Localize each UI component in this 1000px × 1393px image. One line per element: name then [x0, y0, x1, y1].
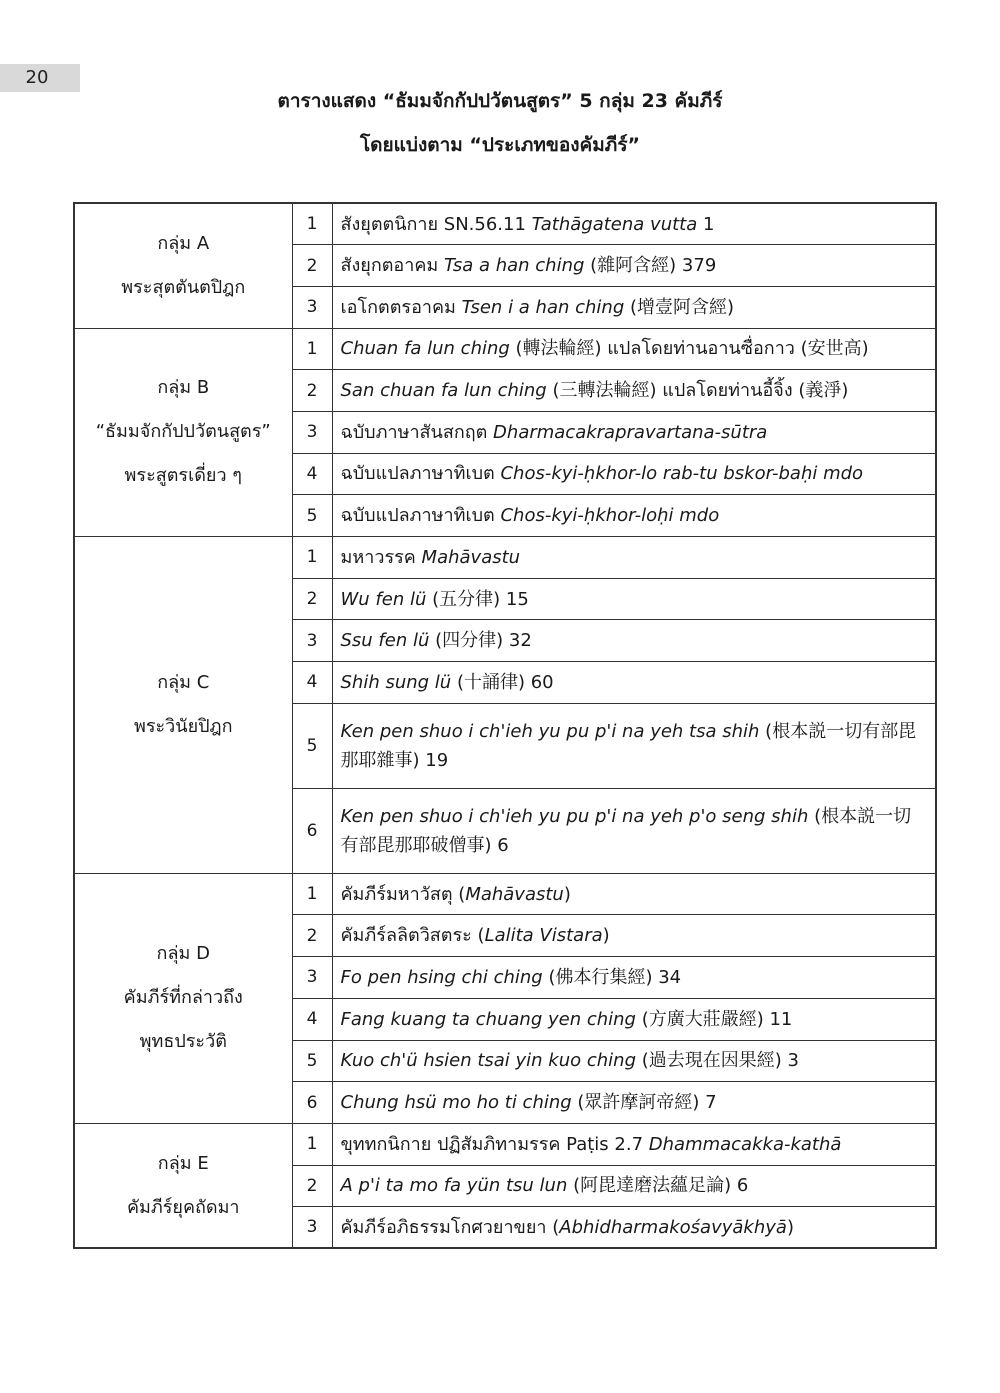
title-text: (轉法輪經) แปลโดยท่านอานซื่อกาว (安世高): [509, 338, 869, 360]
table-row: [74, 537, 936, 579]
romanized-title: Chos-kyi-ḥkhor-lo rab-tu bskor-baḥi mdo: [500, 463, 864, 485]
romanized-title: Tathāgatena vutta: [531, 213, 698, 235]
scripture-title: [332, 328, 936, 370]
row-number: 1: [292, 328, 332, 370]
romanized-title: Dharmacakrapravartana-sūtra: [493, 421, 768, 443]
title-text: คัมภีร์ลลิตวิสตระ (: [340, 925, 485, 947]
title-text: (佛本行集經) 34: [542, 966, 682, 988]
scripture-title: [332, 788, 936, 873]
romanized-title: Fo pen hsing chi ching: [340, 966, 543, 988]
scripture-title: [332, 957, 936, 999]
title-text: เอโกตตรอาคม: [340, 296, 462, 318]
romanized-title: Chuan fa lun ching: [340, 338, 510, 360]
table-row: [74, 203, 936, 245]
title-text: ฉบับแปลภาษาทิเบต: [340, 505, 501, 527]
table-row: [74, 873, 936, 915]
group-description: “ธัมมจักกัปปวัตนสูตร”: [95, 421, 271, 443]
row-number: 5: [292, 1040, 332, 1082]
title-text: 1: [697, 213, 715, 235]
group-cell: [74, 873, 292, 1123]
title-text: คัมภีร์อภิธรรมโกศวยาขยา (: [340, 1216, 560, 1238]
title-text: สังยุกตอาคม: [340, 255, 444, 277]
title-text: ): [563, 883, 571, 905]
title-text: ): [786, 1216, 794, 1238]
scripture-title: [332, 203, 936, 245]
scripture-title: [332, 453, 936, 495]
title-text: (根本説一切有部毘那耶雜事) 19: [340, 720, 917, 771]
scripture-title: [332, 1123, 936, 1165]
title-text: มหาวรรค: [340, 546, 422, 568]
group-description: คัมภีร์ยุคถัดมา: [126, 1196, 240, 1218]
scripture-table: [73, 202, 937, 1249]
scripture-title: [332, 495, 936, 537]
romanized-title: Chos-kyi-ḥkhor-loḥi mdo: [500, 505, 720, 527]
row-number: 4: [292, 453, 332, 495]
row-number: 4: [292, 662, 332, 704]
group-label: กลุ่ม C: [157, 671, 210, 693]
romanized-title: A p'i ta mo fa yün tsu lun: [340, 1175, 568, 1197]
romanized-title: Ken pen shuo i ch'ieh yu pu p'i na yeh tsa shih: [340, 720, 760, 742]
title-text: (五分律) 15: [426, 588, 529, 610]
title-text: ฉบับภาษาสันสกฤต: [340, 421, 494, 443]
scripture-title: [332, 578, 936, 620]
page-number: 20: [0, 64, 80, 92]
row-number: 2: [292, 1165, 332, 1207]
scripture-title: [332, 998, 936, 1040]
romanized-title: Lalita Vistara: [484, 925, 603, 947]
scripture-title: [332, 915, 936, 957]
romanized-title: Ssu fen lü: [340, 630, 430, 652]
row-number: 4: [292, 998, 332, 1040]
row-number: 3: [292, 411, 332, 453]
scripture-title: [332, 873, 936, 915]
group-description: พุทธประวัติ: [139, 1031, 227, 1053]
romanized-title: Chung hsü mo ho ti ching: [340, 1092, 572, 1114]
title-text: (根本説一切有部毘那耶破僧事) 6: [340, 805, 912, 856]
group-description: พระวินัยปิฎก: [133, 715, 233, 737]
scripture-title: [332, 1082, 936, 1124]
scripture-title: [332, 286, 936, 328]
romanized-title: Mahāvastu: [421, 546, 521, 568]
romanized-title: Tsa a han ching: [443, 255, 585, 277]
row-number: 3: [292, 620, 332, 662]
group-cell: [74, 328, 292, 536]
romanized-title: Dhammacakka-kathā: [648, 1133, 842, 1155]
romanized-title: Kuo ch'ü hsien tsai yin kuo ching: [340, 1050, 637, 1072]
table-row: [74, 328, 936, 370]
title-text: ฉบับแปลภาษาทิเบต: [340, 463, 501, 485]
group-label: กลุ่ม A: [157, 232, 210, 254]
page-subtitle: โดยแบ่งตาม “ประเภทของคัมภีร์”: [359, 134, 641, 156]
group-label: กลุ่ม D: [156, 943, 210, 965]
scripture-title: [332, 703, 936, 788]
title-text: คัมภีร์มหาวัสตุ (: [340, 883, 466, 905]
group-label: กลุ่ม E: [157, 1152, 209, 1174]
row-number: 1: [292, 873, 332, 915]
group-cell: [74, 203, 292, 328]
romanized-title: Tsen i a han ching: [461, 296, 625, 318]
row-number: 1: [292, 537, 332, 579]
group-description: คัมภีร์ที่กล่าวถึง: [123, 987, 243, 1009]
row-number: 3: [292, 957, 332, 999]
title-text: ): [602, 925, 610, 947]
row-number: 1: [292, 1123, 332, 1165]
group-description: พระสุตตันตปิฎก: [121, 276, 246, 298]
table-row: [74, 1123, 936, 1165]
row-number: 6: [292, 788, 332, 873]
scripture-title: [332, 662, 936, 704]
title-text: (四分律) 32: [429, 630, 532, 652]
title-text: ขุททกนิกาย ปฏิสัมภิทามรรค Paṭis 2.7: [340, 1133, 649, 1155]
scripture-table-body: [74, 203, 936, 1248]
group-description: พระสูตรเดี่ยว ๆ: [124, 465, 242, 487]
page-title: ตารางแสดง “ธัมมจักกัปปวัตนสูตร” 5 กลุ่ม 23 คัมภีร์: [277, 90, 723, 112]
title-text: สังยุตตนิกาย SN.56.11: [340, 213, 532, 235]
scripture-title: [332, 245, 936, 287]
row-number: 3: [292, 286, 332, 328]
romanized-title: Wu fen lü: [340, 588, 427, 610]
scripture-title: [332, 1040, 936, 1082]
title-text: (三轉法輪經) แปลโดยท่านอี้จิ้ง (義淨): [546, 380, 849, 402]
title-text: (雜阿含經) 379: [584, 255, 717, 277]
row-number: 6: [292, 1082, 332, 1124]
row-number: 3: [292, 1207, 332, 1249]
group-cell: [74, 1123, 292, 1248]
title-text: (阿毘達磨法蘊足論) 6: [567, 1175, 749, 1197]
title-text: (眾許摩訶帝經) 7: [571, 1092, 717, 1114]
row-number: 5: [292, 703, 332, 788]
scripture-title: [332, 620, 936, 662]
romanized-title: San chuan fa lun ching: [340, 380, 547, 402]
romanized-title: Fang kuang ta chuang yen ching: [340, 1008, 636, 1030]
scripture-title: [332, 370, 936, 412]
row-number: 5: [292, 495, 332, 537]
title-text: (過去現在因果經) 3: [636, 1050, 799, 1072]
title-text: (十誦律) 60: [451, 671, 554, 693]
row-number: 2: [292, 915, 332, 957]
scripture-title: [332, 1165, 936, 1207]
row-number: 2: [292, 370, 332, 412]
romanized-title: Ken pen shuo i ch'ieh yu pu p'i na yeh p'o seng shih: [340, 805, 809, 827]
group-cell: [74, 537, 292, 874]
scripture-title: [332, 537, 936, 579]
row-number: 2: [292, 245, 332, 287]
row-number: 1: [292, 203, 332, 245]
group-label: กลุ่ม B: [157, 377, 210, 399]
romanized-title: Shih sung lü: [340, 671, 452, 693]
title-text: (方廣大莊嚴經) 11: [635, 1008, 793, 1030]
row-number: 2: [292, 578, 332, 620]
romanized-title: Abhidharmakośavyākhyā: [559, 1216, 787, 1238]
scripture-title: [332, 1207, 936, 1249]
scripture-title: [332, 411, 936, 453]
title-text: (增壹阿含經): [624, 296, 735, 318]
romanized-title: Mahāvastu: [465, 883, 564, 905]
